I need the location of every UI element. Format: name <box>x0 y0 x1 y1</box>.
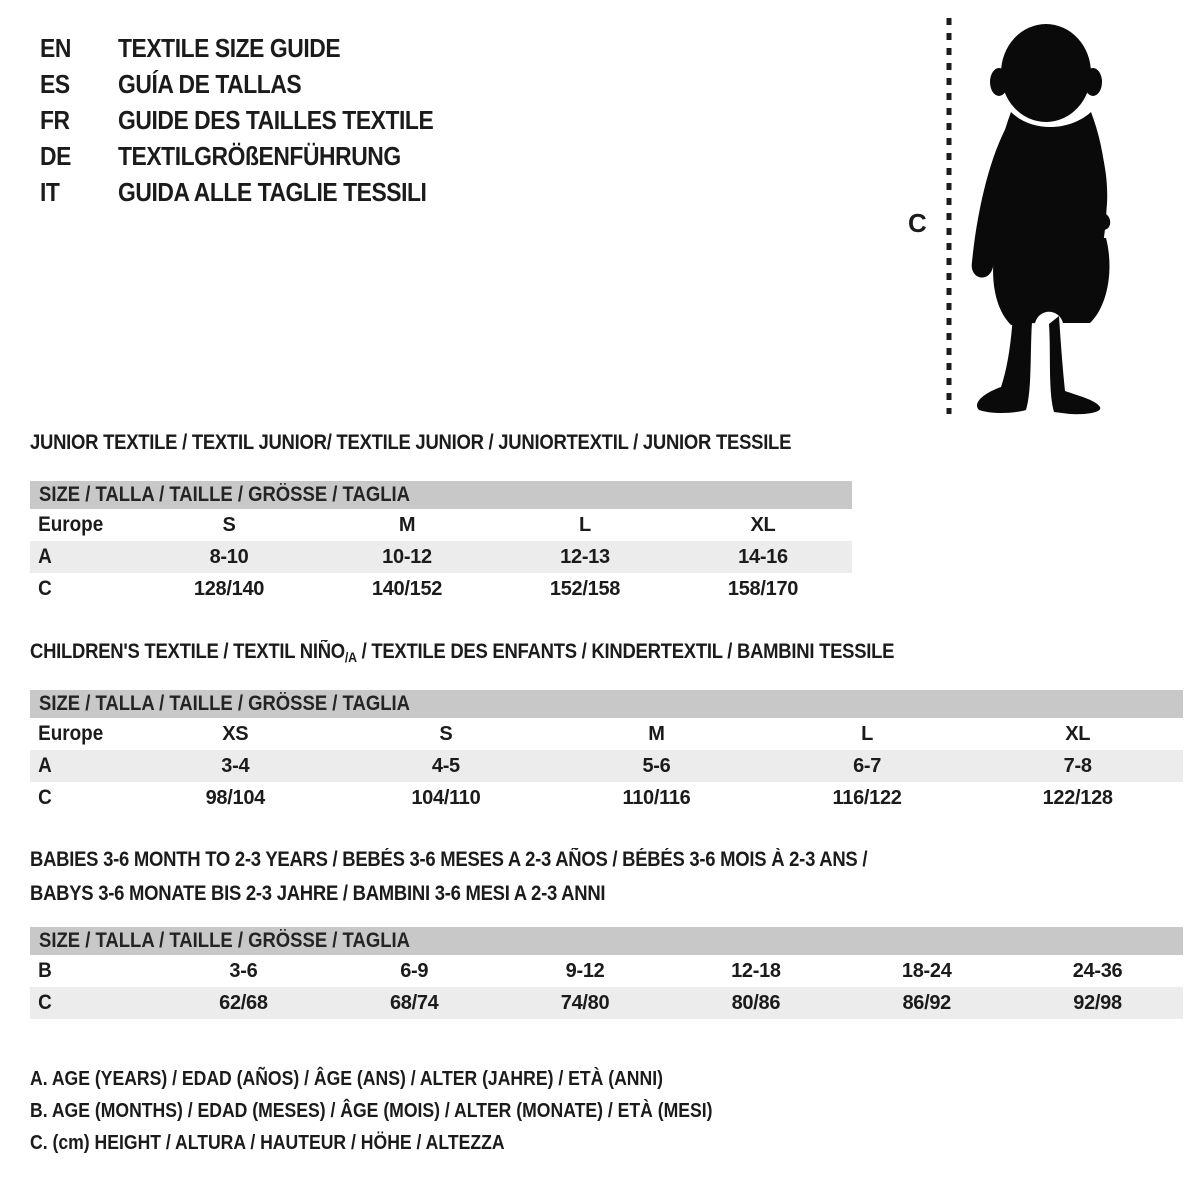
row-label: A <box>38 754 52 777</box>
children-section-title: CHILDREN'S TEXTILE / TEXTIL NIÑO/A / TEXTILE DES ENFANTS / KINDERTEXTIL / BAMBINI TESSILE <box>30 640 895 665</box>
language-row <box>40 102 476 138</box>
table-cell: M <box>398 513 416 536</box>
junior-section-title: JUNIOR TEXTILE / TEXTIL JUNIOR/ TEXTILE JUNIOR / JUNIORTEXTIL / JUNIOR TESSILE <box>30 431 792 454</box>
babies-table-rows <box>30 955 1183 1019</box>
row-label: B <box>38 959 52 982</box>
table-cell: 6-9 <box>400 959 429 982</box>
table-cell: L <box>861 722 874 745</box>
table-cell: 110/116 <box>622 786 691 809</box>
table-cell: 9-12 <box>565 959 605 982</box>
table-row <box>30 509 852 541</box>
children-size-table <box>30 690 1183 814</box>
toddler-silhouette-image <box>963 16 1137 416</box>
table-cell: 158/170 <box>727 577 799 600</box>
table-cell: 4-5 <box>431 754 460 777</box>
table-cell: 6-7 <box>853 754 882 777</box>
language-code: FR <box>40 104 70 135</box>
table-cell: 80/86 <box>731 991 781 1014</box>
table-row <box>30 541 852 573</box>
table-cell: 3-6 <box>229 959 258 982</box>
table-cell: 24-36 <box>1072 959 1123 982</box>
table-row <box>30 987 1183 1019</box>
language-code: EN <box>40 32 71 63</box>
babies-size-table <box>30 927 1183 1019</box>
table-cell: 7-8 <box>1063 754 1092 777</box>
row-label: C <box>38 991 52 1014</box>
language-row <box>40 174 476 210</box>
table-cell: S <box>222 513 236 536</box>
language-title: GUÍA DE TALLAS <box>118 68 302 99</box>
table-cell: 152/158 <box>549 577 621 600</box>
language-title: TEXTILE SIZE GUIDE <box>118 32 341 63</box>
junior-size-table <box>30 481 852 605</box>
children-title-subscript: /A <box>344 649 357 665</box>
table-cell: XS <box>222 722 249 745</box>
table-cell: 128/140 <box>193 577 265 600</box>
table-cell: 12-13 <box>560 545 610 568</box>
table-cell: XL <box>750 513 776 536</box>
table-cell: M <box>648 722 665 745</box>
table-cell: S <box>439 722 453 745</box>
table-cell: 86/92 <box>902 991 951 1014</box>
table-cell: L <box>579 513 591 536</box>
table-cell: 12-18 <box>731 959 781 982</box>
language-row <box>40 30 476 66</box>
table-cell: 122/128 <box>1042 786 1113 809</box>
table-row <box>30 750 1183 782</box>
table-row <box>30 955 1183 987</box>
children-table-rows <box>30 718 1183 814</box>
table-cell: 92/98 <box>1073 991 1122 1014</box>
table-row <box>30 782 1183 814</box>
table-cell: 5-6 <box>642 754 671 777</box>
language-title: TEXTILGRÖßENFÜHRUNG <box>118 140 401 171</box>
language-code: IT <box>40 176 60 207</box>
row-label: C <box>38 786 52 809</box>
table-cell: 62/68 <box>219 991 268 1014</box>
table-row <box>30 573 852 605</box>
row-label: Europe <box>38 513 104 536</box>
babies-section-title: BABIES 3-6 MONTH TO 2-3 YEARS / BEBÉS 3-6 MESES A 2-3 AÑOS / BÉBÉS 3-6 MOIS À 2-3 ANS / BABYS 3-6 MONATE BIS 2-3 JAHRE / BAMBINI 3-6 MESI A 2-3 ANNI <box>30 848 868 905</box>
language-code: ES <box>40 68 70 99</box>
babies-size-header-bar: SIZE / TALLA / TAILLE / GRÖSSE / TAGLIA <box>30 927 1183 955</box>
language-row <box>40 66 476 102</box>
row-label: C <box>38 577 52 600</box>
junior-table-rows <box>30 509 852 605</box>
legend-line: C. (cm) HEIGHT / ALTURA / HAUTEUR / HÖHE / ALTEZZA <box>30 1132 505 1154</box>
table-cell: 98/104 <box>205 786 265 809</box>
table-cell: 140/152 <box>371 577 443 600</box>
language-title: GUIDA ALLE TAGLIE TESSILI <box>118 176 427 207</box>
height-measure-label: C <box>908 208 927 238</box>
table-cell: 74/80 <box>560 991 610 1014</box>
table-cell: 18-24 <box>901 959 952 982</box>
row-label: A <box>38 545 52 568</box>
table-cell: 10-12 <box>382 545 432 568</box>
table-cell: 68/74 <box>389 991 439 1014</box>
table-cell: 3-4 <box>221 754 250 777</box>
table-row <box>30 718 1183 750</box>
junior-size-header-bar: SIZE / TALLA / TAILLE / GRÖSSE / TAGLIA <box>30 481 852 509</box>
height-dashed-line <box>944 16 954 416</box>
table-cell: 116/122 <box>832 786 902 809</box>
row-label: Europe <box>38 722 104 745</box>
language-row <box>40 138 476 174</box>
legend <box>30 1068 806 1164</box>
table-cell: 14-16 <box>738 545 788 568</box>
table-cell: 104/110 <box>411 786 481 809</box>
legend-line: B. AGE (MONTHS) / EDAD (MESES) / ÂGE (MOIS) / ALTER (MONATE) / ETÀ (MESI) <box>30 1100 713 1122</box>
language-list <box>40 30 476 210</box>
legend-line: A. AGE (YEARS) / EDAD (AÑOS) / ÂGE (ANS) / ALTER (JAHRE) / ETÀ (ANNI) <box>30 1068 663 1090</box>
language-title: GUIDE DES TAILLES TEXTILE <box>118 104 434 135</box>
table-cell: 8-10 <box>209 545 249 568</box>
children-size-header-bar: SIZE / TALLA / TAILLE / GRÖSSE / TAGLIA <box>30 690 1183 718</box>
language-code: DE <box>40 140 71 171</box>
table-cell: XL <box>1065 722 1091 745</box>
